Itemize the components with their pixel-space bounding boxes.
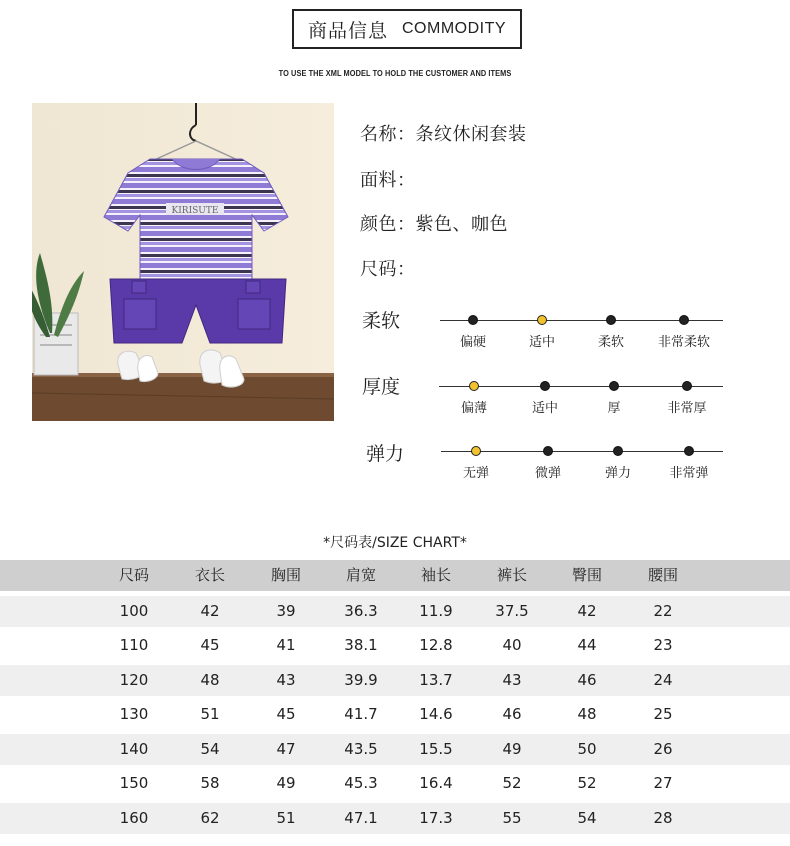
scale-dot — [684, 446, 694, 456]
table-cell: 45 — [200, 636, 220, 654]
table-cell: 37.5 — [495, 602, 529, 620]
table-cell: 16.4 — [419, 774, 453, 792]
table-cell: 50 — [577, 740, 597, 758]
product-fabric: 面料： — [360, 170, 416, 191]
table-cell: 49 — [276, 774, 296, 792]
table-cell: 46 — [502, 705, 522, 723]
scale-dot — [543, 446, 553, 456]
table-cell: 54 — [577, 809, 597, 827]
table-row — [0, 630, 790, 661]
scale-option-label: 适中 — [528, 335, 556, 350]
section-subtitle: TO USE THE XML MODEL TO HOLD THE CUSTOMER AND ITEMS — [278, 69, 512, 78]
table-cell: 58 — [200, 774, 220, 792]
scale-option-label: 非常柔软 — [657, 335, 711, 350]
section-title-zh: 商品信息 — [307, 19, 388, 42]
table-cell: 41.7 — [344, 705, 378, 723]
table-row — [0, 803, 790, 834]
table-cell: 38.1 — [344, 636, 378, 654]
scale-dot — [682, 381, 692, 391]
scale-option-label: 弹力 — [604, 466, 632, 481]
table-cell: 42 — [577, 602, 597, 620]
table-cell: 39 — [276, 602, 296, 620]
table-cell: 36.3 — [344, 602, 378, 620]
table-cell: 41 — [276, 636, 296, 654]
table-cell: 51 — [200, 705, 220, 723]
table-header-cell: 胸围 — [270, 566, 302, 584]
table-cell: 22 — [653, 602, 673, 620]
svg-text:KIRISUTE: KIRISUTE — [171, 206, 219, 216]
table-cell: 48 — [577, 705, 597, 723]
table-cell: 49 — [502, 740, 522, 758]
table-header-cell: 袖长 — [420, 566, 452, 584]
table-row — [0, 596, 790, 627]
scale-option-label: 厚 — [607, 401, 621, 416]
table-cell: 160 — [119, 809, 149, 827]
table-cell: 17.3 — [419, 809, 453, 827]
table-cell: 39.9 — [344, 671, 378, 689]
scale-option-label: 偏薄 — [460, 401, 488, 416]
scale-option-label: 非常厚 — [667, 401, 707, 416]
table-cell: 130 — [119, 705, 149, 723]
table-cell: 120 — [119, 671, 149, 689]
scale-dot — [606, 315, 616, 325]
scale-dot — [613, 446, 623, 456]
table-cell: 52 — [577, 774, 597, 792]
table-cell: 25 — [653, 705, 673, 723]
scale-option-label: 柔软 — [597, 335, 625, 350]
table-cell: 54 — [200, 740, 220, 758]
table-header-cell: 腰围 — [647, 566, 679, 584]
table-cell: 28 — [653, 809, 673, 827]
table-cell: 45.3 — [344, 774, 378, 792]
table-header-cell: 尺码 — [118, 566, 150, 584]
table-cell: 43.5 — [344, 740, 378, 758]
section-title-box — [292, 9, 522, 49]
table-cell: 42 — [200, 602, 220, 620]
scale-dot-selected — [537, 315, 547, 325]
table-cell: 110 — [119, 636, 149, 654]
scale-dot — [540, 381, 550, 391]
table-cell: 15.5 — [419, 740, 453, 758]
table-header-cell: 裤长 — [496, 566, 528, 584]
table-cell: 43 — [502, 671, 522, 689]
scale-dot-selected — [471, 446, 481, 456]
table-cell: 51 — [276, 809, 296, 827]
size-chart-title: *尺码表/SIZE CHART* — [323, 535, 467, 551]
table-row — [0, 734, 790, 765]
scale-dot — [609, 381, 619, 391]
table-row — [0, 665, 790, 696]
table-cell: 40 — [502, 636, 522, 654]
scale-label: 厚度 — [362, 376, 401, 398]
table-cell: 62 — [200, 809, 220, 827]
scale-dot — [468, 315, 478, 325]
scale-option-label: 微弹 — [534, 466, 562, 481]
table-row — [0, 768, 790, 799]
table-cell: 13.7 — [419, 671, 453, 689]
table-cell: 47 — [276, 740, 296, 758]
table-cell: 52 — [502, 774, 522, 792]
table-row — [0, 699, 790, 730]
table-cell: 26 — [653, 740, 673, 758]
scale-option-label: 适中 — [531, 401, 559, 416]
table-header-cell: 臀围 — [571, 566, 603, 584]
product-size: 尺码： — [360, 259, 416, 280]
table-cell: 43 — [276, 671, 296, 689]
table-cell: 150 — [119, 774, 149, 792]
table-cell: 14.6 — [419, 705, 453, 723]
table-cell: 11.9 — [419, 602, 453, 620]
scale-label: 柔软 — [362, 310, 401, 332]
table-cell: 44 — [577, 636, 597, 654]
scale-line — [439, 386, 723, 387]
table-cell: 47.1 — [344, 809, 378, 827]
table-cell: 12.8 — [419, 636, 453, 654]
scale-dot — [679, 315, 689, 325]
section-title-en: COMMODITY — [401, 20, 507, 37]
table-cell: 100 — [119, 602, 149, 620]
scale-line — [441, 451, 723, 452]
table-cell: 24 — [653, 671, 673, 689]
table-cell: 45 — [276, 705, 296, 723]
table-header-cell: 衣长 — [194, 566, 226, 584]
table-cell: 140 — [119, 740, 149, 758]
scale-label: 弹力 — [366, 443, 405, 465]
table-cell: 23 — [653, 636, 673, 654]
table-header-row — [0, 560, 790, 591]
table-cell: 55 — [502, 809, 522, 827]
table-header-cell: 肩宽 — [345, 566, 377, 584]
table-cell: 46 — [577, 671, 597, 689]
scale-dot-selected — [469, 381, 479, 391]
product-name: 名称：条纹休闲套装 — [360, 124, 527, 145]
scale-option-label: 非常弹 — [669, 466, 709, 481]
table-cell: 27 — [653, 774, 673, 792]
scale-option-label: 偏硬 — [459, 335, 487, 350]
product-color: 颜色：紫色、咖色 — [360, 214, 508, 235]
scale-option-label: 无弹 — [462, 466, 490, 481]
table-cell: 48 — [200, 671, 220, 689]
product-photo — [32, 103, 334, 421]
